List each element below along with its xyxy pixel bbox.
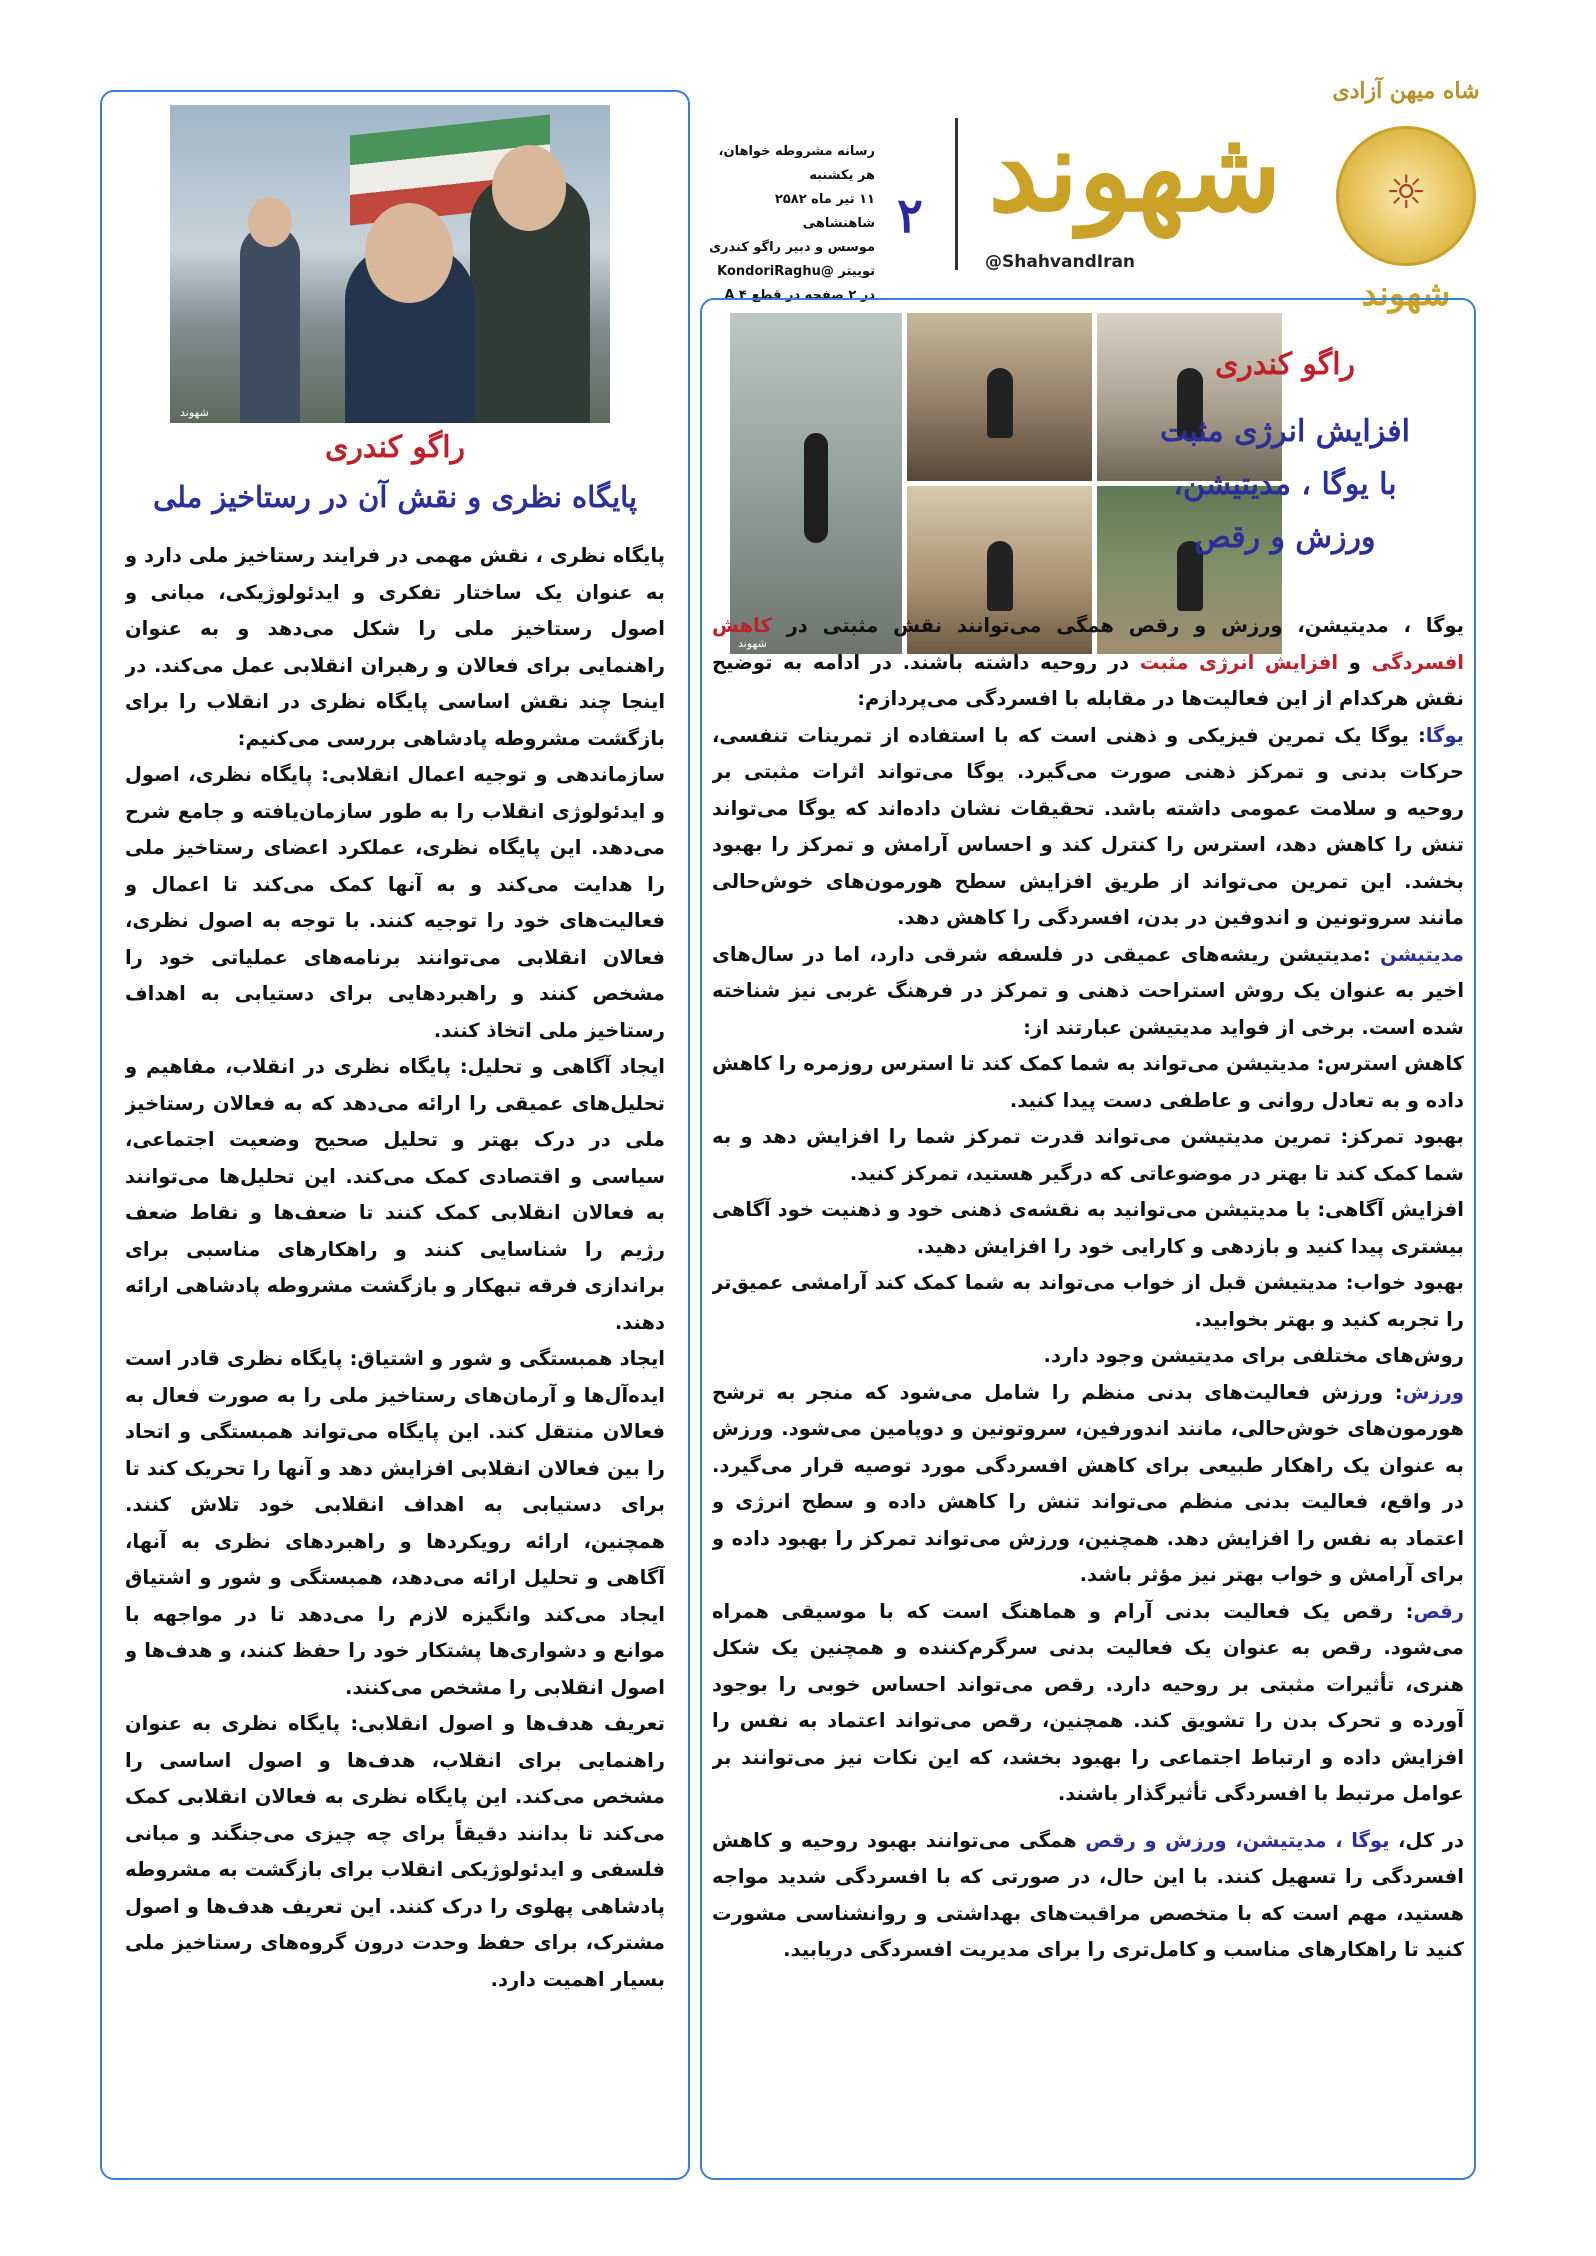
photo-caption: شهوند	[180, 406, 209, 419]
issue-number: ۲	[897, 188, 923, 244]
face	[248, 197, 292, 247]
meditation-paragraph	[712, 937, 1464, 1047]
highlight-positive-energy: افزایش انرژی مثبت	[1139, 650, 1339, 674]
face	[492, 145, 566, 231]
exercise-paragraph	[712, 1375, 1464, 1594]
text-span: : ورزش فعالیت‌های بدنی منظم را شامل می‌شود که منجر به ترشح هورمون‌های خوش‌حالی، مانند اندورفین، سروتونین و دوپامین می‌شود. ورزش به عنوان یک راهکار طبیعی برای کاهش افسردگی مورد توصیه قرار می‌گیرد. در واقع، فعالیت بدنی منظم می‌تواند تنش را کاهش داده و سطح انرژی و اعتماد به نفس را افزایش دهد. همچنین، ورزش می‌تواند تمرکز را بهبود داده و برای آرامش و خواب بهتر نیز مؤثر باشد.	[712, 1380, 1464, 1586]
dance-label: رقص	[1413, 1599, 1464, 1623]
highlight-depression: کاهش افسردگی	[712, 614, 1464, 674]
paragraph: پایگاه نظری ، نقش مهمی در فرایند رستاخیز ملی دارد و به عنوان یک ساختار تفکری و ایدئولوژیکی، مبانی و اصول رستاخیز ملی را شکل می‌دهد و به عنوان راهنمایی برای فعالان و رهبران انقلابی عمل می‌کند. در اینجا چند نقش اساسی پایگاه نظری در انقلاب را برای بازگشت مشروطه پادشاهی بررسی می‌کنیم:	[125, 544, 665, 750]
masthead-title: شهوند	[988, 106, 1282, 237]
info-line: موسس و دبیر راگو کندری	[709, 240, 875, 255]
title-line: افزایش انرژی مثبت	[1160, 414, 1410, 449]
conclusion-keywords: یوگا ، مدیتیشن، ورزش و رقص	[1085, 1828, 1390, 1852]
photo-caption: شهوند	[738, 637, 767, 650]
lion-and-sun-icon: ☼	[1336, 126, 1476, 266]
yoga-photo-tall	[730, 313, 902, 654]
meditation-label: مدیتیشن	[1380, 942, 1464, 966]
right-article-body	[712, 608, 1464, 2170]
intro-paragraph	[712, 608, 1464, 718]
text-span: در روحیه داشته باشند. در ادامه به توضیح نقش هرکدام از این فعالیت‌ها در مقابله با افسردگی می‌پردازم:	[712, 650, 1464, 710]
title-line: ورزش و رقص	[1194, 520, 1376, 555]
left-article-author: راگو کندری	[324, 430, 466, 465]
yoga-photo	[907, 313, 1092, 481]
face	[365, 203, 453, 303]
text-span: و	[1338, 650, 1372, 674]
paragraph: ایجاد همبستگی و شور و اشتیاق: پایگاه نظری قادر است ایده‌آل‌ها و آرمان‌های رستاخیز ملی را به صورت فعال به فعالان منتقل کند. این پایگاه می‌تواند همبستگی و اتحاد را بین فعالان انقلابی افزایش دهد و آنها را تحریک کند تا برای دستیابی به اهداف انقلابی خود تلاش کنند. همچنین، ارائه رویکردها و راهبردهای نظری به آنها، آگاهی و تحلیل ارائه می‌دهد، همبستگی و شور و اشتیاق ایجاد می‌کند وانگیزه لازم را می‌دهد تا در مواجهه با موانع و دشواری‌ها پشتکار خود را حفظ کنند، و هدف‌ها و اصول انقلابی را مشخص می‌کنند.	[125, 1347, 665, 1699]
benefit-item: کاهش استرس: مدیتیشن می‌تواند به شما کمک کند تا استرس روزمره را کاهش داده و به تعادل روانی و عاطفی دست پیدا کنید.	[712, 1052, 1464, 1112]
info-line: در ۲ صفحه در قطع A ۴	[724, 288, 875, 303]
text-span: در کل،	[1389, 1828, 1464, 1852]
info-line: رسانه مشروطه خواهان، هر یکشنبه	[718, 144, 875, 183]
benefit-item: روش‌های مختلفی برای مدیتیشن وجود دارد.	[1043, 1344, 1464, 1367]
left-article-title: پایگاه نظری و نقش آن در رستاخیز ملی	[152, 480, 638, 514]
emblem-logo	[1330, 78, 1482, 316]
text-span: همگی می‌توانند بهبود روحیه و کاهش افسردگی را تسهیل کنند. با این حال، در صورتی که با افسردگی شدید مواجه هستید، مهم است که با متخصص مراقبت‌های بهداشتی و روانشناسی مشورت کنید تا راهکارهای مناسب و کامل‌تری را برای مدیریت افسردگی دریابید.	[712, 1828, 1464, 1961]
twitter-handle: @ShahvandIran	[985, 252, 1136, 272]
benefit-item: بهبود تمرکز: تمرین مدیتیشن می‌تواند قدرت تمرکز شما را افزایش دهد و به شما کمک کند تا بهتر در موضوعاتی که درگیر هستید، تمرکز کنید.	[712, 1125, 1464, 1185]
info-line: ۱۱ تیر ماه ۲۵۸۲ شاهنشاهی	[774, 192, 875, 231]
info-line: توییتر @KondoriRaghu	[717, 264, 875, 279]
benefit-item: افزایش آگاهی: با مدیتیشن می‌توانید به نقشه‌ی ذهنی خود و ذهنیت خود آگاهی بیشتری پیدا کنید و بازدهی و کارایی خود را افزایش دهید.	[712, 1198, 1464, 1258]
dance-paragraph	[712, 1594, 1464, 1813]
header-divider	[955, 118, 958, 270]
right-article-author: راگو کندری	[1214, 347, 1356, 382]
paragraph: ایجاد آگاهی و تحلیل: پایگاه نظری در انقلاب، مفاهیم و تحلیل‌های عمیقی را ارائه می‌دهد که به فعالان رستاخیز ملی در درک بهتر و تحلیل صحیح وضعیت اجتماعی، سیاسی و اقتصادی کمک می‌کند. این تحلیل‌ها می‌توانند به فعالان انقلابی کمک کنند تا ضعف‌ها و نقاط ضعف رژیم را شناسایی کنند و راهکارهای مناسبی برای براندازی فرقه تبهکار و بازگشت مشروطه پادشاهی ارائه دهند.	[125, 1055, 665, 1334]
yoga-label: یوگا	[1425, 723, 1464, 747]
title-line: با یوگا ، مدیتیشن،	[1173, 467, 1397, 502]
article-photo-portraits	[170, 105, 610, 423]
yoga-paragraph	[712, 718, 1464, 937]
conclusion-paragraph	[712, 1823, 1464, 1969]
text-span: یوگا ، مدیتیشن، ورزش و رقص همگی می‌توانند نقش مثبتی در	[771, 614, 1464, 637]
text-span: : رقص یک فعالیت بدنی آرام و هماهنگ است که با موسیقی همراه می‌شود. رقص به عنوان یک فعالیت بدنی سرگرم‌کننده و همچنین یک شکل هنری، تأثیرات مثبتی بر روحیه دارد. رقص می‌تواند احساس خوبی را بوجود آورده و تحرک بدن را تشویق کند. همچنین، رقص می‌تواند اعتماد به نفس را افزایش داده و ارتباط اجتماعی را بهبود بخشد، که این نکات نیز می‌توانند بر عوامل مرتبط با افسردگی تأثیرگذار باشند.	[712, 1599, 1464, 1805]
right-article-title	[1100, 405, 1470, 564]
emblem-top-text: شاه میهن آزادی	[1332, 78, 1480, 104]
exercise-label: ورزش	[1402, 1380, 1464, 1404]
emblem-bottom-text: شهوند	[1361, 274, 1451, 314]
masthead	[985, 106, 1285, 272]
benefit-item: بهبود خواب: مدیتیشن قبل از خواب می‌تواند به شما کمک کند آرامشی عمیق‌تر را تجربه کنید و بهتر بخوابید.	[712, 1271, 1464, 1331]
text-span: :مدیتیشن ریشه‌های عمیقی در فلسفه شرقی دارد، اما در سال‌های اخیر به عنوان یک روش استراحت ذهنی و تمرکز در فرهنگ غربی نیز شناخته شده است. برخی از فواید مدیتیشن عبارتند از:	[712, 942, 1464, 1039]
text-span: : یوگا یک تمرین فیزیکی و ذهنی است که با استفاده از تمرینات تنفسی، حرکات بدنی و تمرکز ذهنی صورت می‌گیرد. یوگا می‌تواند اثرات مثبتی بر روحیه و سلامت عمومی داشته باشد. تحقیقات نشان داده‌اند که یوگا می‌تواند تنش را کاهش دهد، استرس را کنترل کند و احساس آرامش و تمرکز را بهبود بخشد. این تمرین می‌تواند از طریق افزایش سطح هورمون‌های خوش‌حالی مانند سروتونین و اندوفین در بدن، افسردگی را کاهش دهد.	[712, 723, 1464, 929]
figure-pilot	[240, 225, 300, 423]
paragraph: سازماندهی و توجیه اعمال انقلابی: پایگاه نظری، اصول و ایدئولوژی انقلاب را به طور سازمان‌یافته و جامع شرح می‌دهد. این پایگاه نظری، عملکرد اعضای رستاخیز ملی را هدایت می‌کند و به آنها کمک می‌کند تا اعمال و فعالیت‌های خود را توجیه کنند. با توجه به اصول نظری، فعالان انقلابی می‌توانند برنامه‌های عملیاتی خود را مشخص کنند و راهبردهایی برای دستیابی به اهداف رستاخیز ملی اتخاذ کنند.	[125, 763, 665, 1042]
paragraph: تعریف هدف‌ها و اصول انقلابی: پایگاه نظری به عنوان راهنمایی برای انقلاب، هدف‌ها و اصول اساسی را مشخص می‌کند. این پایگاه نظری به فعالان انقلابی کمک می‌کند تا بدانند دقیقاً برای چه چیزی می‌جنگند و مبانی فلسفی و ایدئولوژیکی انقلاب برای بازگشت به مشروطه پادشاهی پهلوی را درک کنند. این تعریف هدف‌ها و اصول مشترک، برای حفظ وحدت درون گروه‌های رستاخیز ملی بسیار اهمیت دارد.	[125, 1712, 665, 1991]
left-article-body	[125, 538, 665, 2148]
